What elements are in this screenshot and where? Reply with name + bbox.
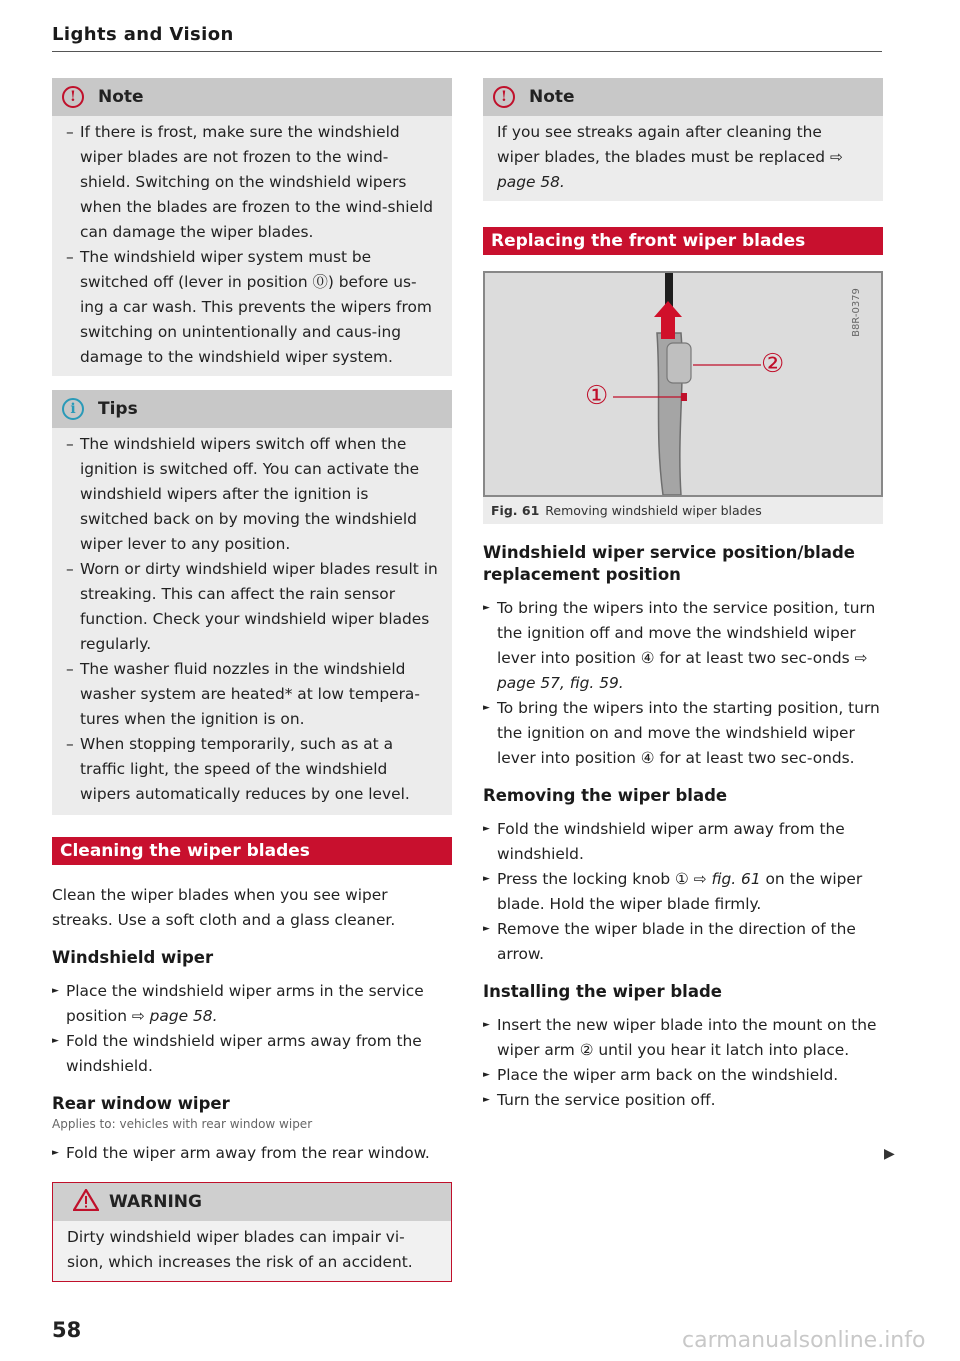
tips-item: – The windshield wipers switch off when the ignition is switched off. You can activate the windshield wipers after the ignition is switched back on by moving the windshield wiper lever to any position.: [66, 432, 438, 557]
warning-header: [53, 1183, 451, 1221]
note-box: [483, 78, 883, 201]
step-item: ► Remove the wiper blade in the direction of the arrow.: [483, 917, 883, 967]
warning-title: WARNING: [109, 1192, 202, 1212]
figure-callout-2: ②: [761, 349, 785, 379]
tips-item: – Worn or dirty windshield wiper blades result in streaking. This can affect the rain sensor function. Check your windshield wiper blades regularly.: [66, 557, 438, 657]
section-title-replacing: Replacing the front wiper blades: [483, 227, 883, 255]
note-item: – The windshield wiper system must be switched off (lever in position ⓪) before us-ing a car wash. This prevents the wipers from switching on unintentionally and caus-ing damage to the windshield wiper system.: [66, 245, 438, 370]
exclamation-circle-icon: !: [493, 86, 515, 108]
step-item: ► To bring the wipers into the starting position, turn the ignition on and move the windshield wiper lever into position ④ for at least two sec-onds.: [483, 696, 883, 771]
heading-windshield-wiper: Windshield wiper: [52, 948, 214, 967]
left-column: [52, 78, 452, 1282]
exclamation-circle-icon: !: [62, 86, 84, 108]
note-header: [52, 78, 452, 116]
page-header-title: Lights and Vision: [52, 24, 234, 45]
step-item: ► Fold the wiper arm away from the rear window.: [52, 1141, 452, 1166]
page-reference-link[interactable]: ⇨ page 57, fig. 59.: [497, 649, 868, 692]
heading-installing: Installing the wiper blade: [483, 982, 722, 1001]
section-title-cleaning: Cleaning the wiper blades: [52, 837, 452, 865]
note-box: [52, 78, 452, 376]
tips-header: [52, 390, 452, 428]
continue-arrow-icon: ▶: [884, 1146, 895, 1162]
header-divider: [52, 51, 882, 52]
right-column: [483, 78, 883, 1113]
info-circle-icon: i: [62, 398, 84, 420]
warning-box: [52, 1182, 452, 1282]
page-number: 58: [52, 1318, 82, 1342]
watermark: carmanualsonline.info: [682, 1328, 926, 1353]
step-item: ► Insert the new wiper blade into the mount on the wiper arm ② until you hear it latch into place.: [483, 1013, 883, 1063]
step-item: ► Fold the windshield wiper arms away from the windshield.: [52, 1029, 452, 1079]
note-title: Note: [98, 87, 144, 107]
note-header: [483, 78, 883, 116]
step-item: ► Place the windshield wiper arms in the service position ⇨ page 58.: [52, 979, 452, 1029]
warning-text: Dirty windshield wiper blades can impair vi-sion, which increases the risk of an accident.: [67, 1228, 413, 1271]
note-title: Note: [529, 87, 575, 107]
step-item: ► Turn the service position off.: [483, 1088, 883, 1113]
heading-removing: Removing the wiper blade: [483, 786, 728, 805]
page-reference-link[interactable]: ⇨ page 58.: [131, 1007, 218, 1025]
step-item: ► Place the wiper arm back on the windshield.: [483, 1063, 883, 1088]
heading-rear-window-wiper: Rear window wiper: [52, 1094, 230, 1113]
step-item: ► To bring the wipers into the service position, turn the ignition off and move the windshield wiper lever into position ④ for at least two sec-onds ⇨ page 57, fig. 59.: [483, 596, 883, 696]
note-text: If you see streaks again after cleaning the wiper blades, the blades must be replaced ⇨ page 58.: [497, 123, 843, 191]
note-item: – If there is frost, make sure the windshield wiper blades are not frozen to the wind-shield. Switching on the windshield wipers when the blades are frozen to the wind-shield can damage the wiper blades.: [66, 120, 438, 245]
figure-code-label: B8R-0379: [851, 288, 863, 337]
heading-service-position: Windshield wiper service position/blade replacement position: [483, 543, 855, 584]
wiper-figure: [483, 271, 883, 497]
tips-item: – The washer fluid nozzles in the windshield washer system are heated* at low tempera-tures when the ignition is on.: [66, 657, 438, 732]
tips-title: Tips: [98, 399, 138, 419]
figure-callout-1: ①: [585, 381, 609, 411]
page-reference-link[interactable]: ⇨ page 58.: [497, 148, 843, 191]
warning-triangle-icon: [73, 1189, 99, 1216]
figure-caption: Fig. 61 Removing windshield wiper blades: [483, 497, 883, 524]
step-item: ► Fold the windshield wiper arm away from the windshield.: [483, 817, 883, 867]
figure-reference-link[interactable]: ⇨ fig. 61: [693, 870, 761, 888]
tips-box: [52, 390, 452, 815]
intro-paragraph: Clean the wiper blades when you see wiper streaks. Use a soft cloth and a glass cleaner.: [52, 886, 396, 929]
tips-item: – When stopping temporarily, such as at a traffic light, the speed of the windshield wipers automatically reduces by one level.: [66, 732, 438, 807]
step-item: ► Press the locking knob ① ⇨ fig. 61 on the wiper blade. Hold the wiper blade firmly.: [483, 867, 883, 917]
applies-to-note: Applies to: vehicles with rear window wiper: [52, 1117, 313, 1131]
